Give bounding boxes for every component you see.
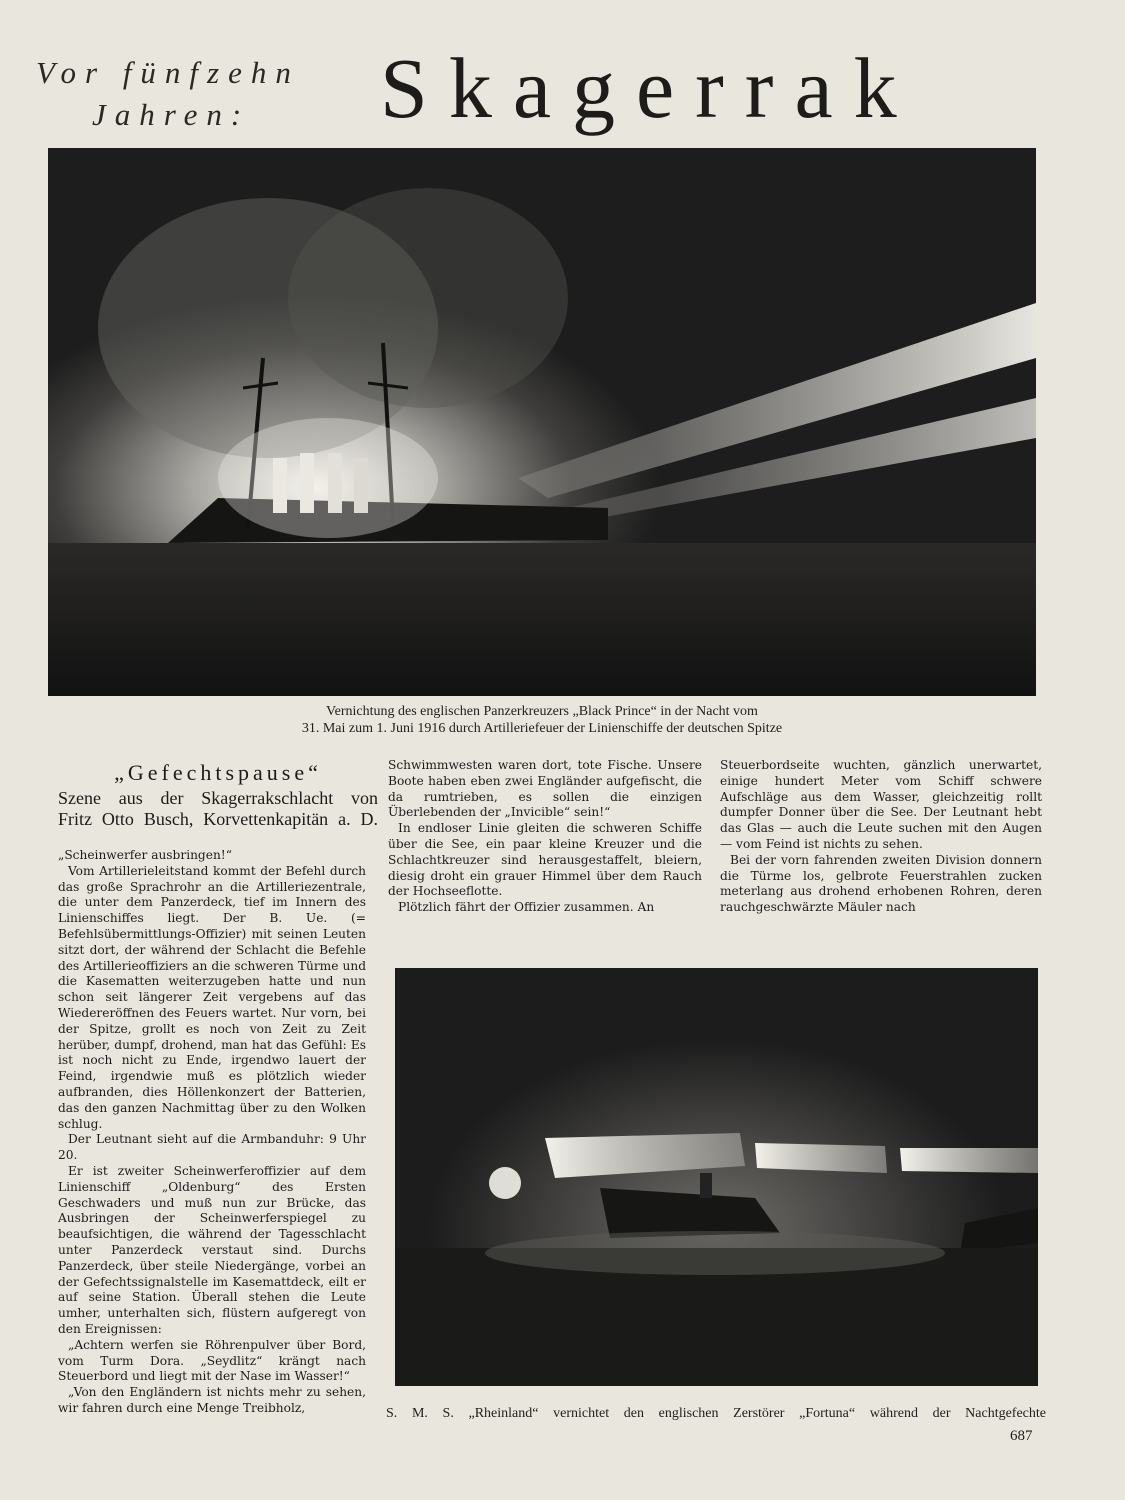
article-subtitle-line-2: Fritz Otto Busch, Korvettenkapitän a. D. xyxy=(58,809,378,829)
photo2-caption: S. M. S. „Rheinland“ vernichtet den englischen Zerstörer „Fortuna“ während der Nachtgefechte xyxy=(386,1406,1046,1421)
column1-paragraph: „Von den Engländern ist nichts mehr zu sehen, wir fahren durch eine Menge Treibholz, xyxy=(58,1385,366,1415)
photo1-caption xyxy=(48,703,1036,737)
kicker-line-1: Vor fünfzehn xyxy=(36,55,300,90)
article-title: „Gefechtspause“ xyxy=(114,760,322,785)
article-subtitle-line-1: Szene aus der Skagerrakschlacht von xyxy=(58,788,378,808)
article-column-3 xyxy=(720,758,1042,920)
article-subtitle xyxy=(58,788,378,830)
column2-paragraph: Plötzlich fährt der Offizier zusammen. An xyxy=(398,900,655,915)
column1-paragraph: „Achtern werfen sie Röhrenpulver über Bord, vom Turm Dora. „Seydlitz“ krängt nach Steuerbord und liegt mit der Nase im Wasser!“ xyxy=(58,1337,366,1384)
column1-paragraph: Er ist zweiter Scheinwerferoffizier auf dem Linienschiff „Oldenburg“ des Ersten Geschwaders und muß nun zur Brücke, das Ausbringen der Scheinwerferspiegel zu beaufsichtigen, die während der Tagesschlacht unter Panzerdeck verstaut sind. Durchs Panzerdeck, über steile Niedergänge, vorbei an der Gefechtssignalstelle im Kasemattdeck, eilt er auf seine Station. Überall stehen die Leute umher, unterhalten sich, flüstern aufgeregt von den Ereignissen: xyxy=(58,1163,366,1336)
column1-paragraph: Der Leutnant sieht auf die Armbanduhr: 9 Uhr 20. xyxy=(58,1132,366,1163)
kicker-line-2: Jahren: xyxy=(92,97,251,132)
battle-photo-black-prince xyxy=(48,148,1036,696)
column3-paragraph: Bei der vorn fahrenden zweiten Division donnern die Türme los, gelbrote Feuerstrahlen zucken meterlang aus drohend erhobenen Rohren, deren rauchgeschwärzte Mäuler nach xyxy=(720,852,1042,915)
column3-paragraph: Steuerbordseite wuchten, gänzlich unerwartet, einige hundert Meter vom Schiff schwere Aufschläge aus dem Wasser, gleichzeitig rollt dumpfer Donner über die See. Der Leutnant hebt das Glas — auch die Leute suchen mit den Augen — vom Feind ist nichts zu sehen. xyxy=(720,758,1042,851)
battle-photo-rheinland xyxy=(395,968,1038,1386)
photo1-caption-line-2: 31. Mai zum 1. Juni 1916 durch Artilleriefeuer der Linienschiffe der deutschen Spitze xyxy=(301,721,783,736)
article-column-1 xyxy=(58,848,366,1444)
photo1-caption-line-1: Vernichtung des englischen Panzerkreuzers „Black Prince“ in der Nacht vom xyxy=(326,704,758,719)
page-number: 687 xyxy=(1010,1428,1033,1444)
column1-paragraph: Vom Artillerieleitstand kommt der Befehl durch das große Sprachrohr an die Artilleriezentrale, die unter dem Panzerdeck, tief im Innern des Linienschiffes liegt. Der B. Ue. (= Befehlsübermittlungs-Offizier) mit seinen Leuten sitzt dort, der während der Schlacht die Befehle des Artillerieoffiziers an die schweren Türme und die Kasematten weiterzugeben hatte und nun schon seit längerer Zeit vergebens auf das Wiedereröffnen des Feuers wartet. Nur vorn, bei der Spitze, grollt es noch von Zeit zu Zeit herüber, dumpf, drohend, man hat das Gefühl: Es ist noch nicht zu Ende, irgendwo lauert der Feind, irgendwie muß es plötzlich wieder aufbranden, dies Höllenkonzert der Batterien, das den ganzen Nachmittag über zu den Wolken schlug. xyxy=(58,863,366,1131)
column2-paragraph: In endloser Linie gleiten die schweren Schiffe über die See, ein paar kleine Kreuzer und die Schlachtkreuzer sind herausgestaffelt, bleiern, diesig droht ein grauer Himmel über dem Rauch der Hochseeflotte. xyxy=(388,821,702,899)
page-title: Skagerrak xyxy=(380,40,918,136)
article-column-2 xyxy=(388,758,702,920)
column1-paragraph: „Scheinwerfer ausbringen!“ xyxy=(58,848,232,862)
header-kicker xyxy=(36,52,356,136)
column2-paragraph: Schwimmwesten waren dort, tote Fische. Unsere Boote haben eben zwei Engländer aufgefischt, die da rumtrieben, es sollen die einzigen Überlebenden der „Invicible“ sein!“ xyxy=(388,758,702,820)
